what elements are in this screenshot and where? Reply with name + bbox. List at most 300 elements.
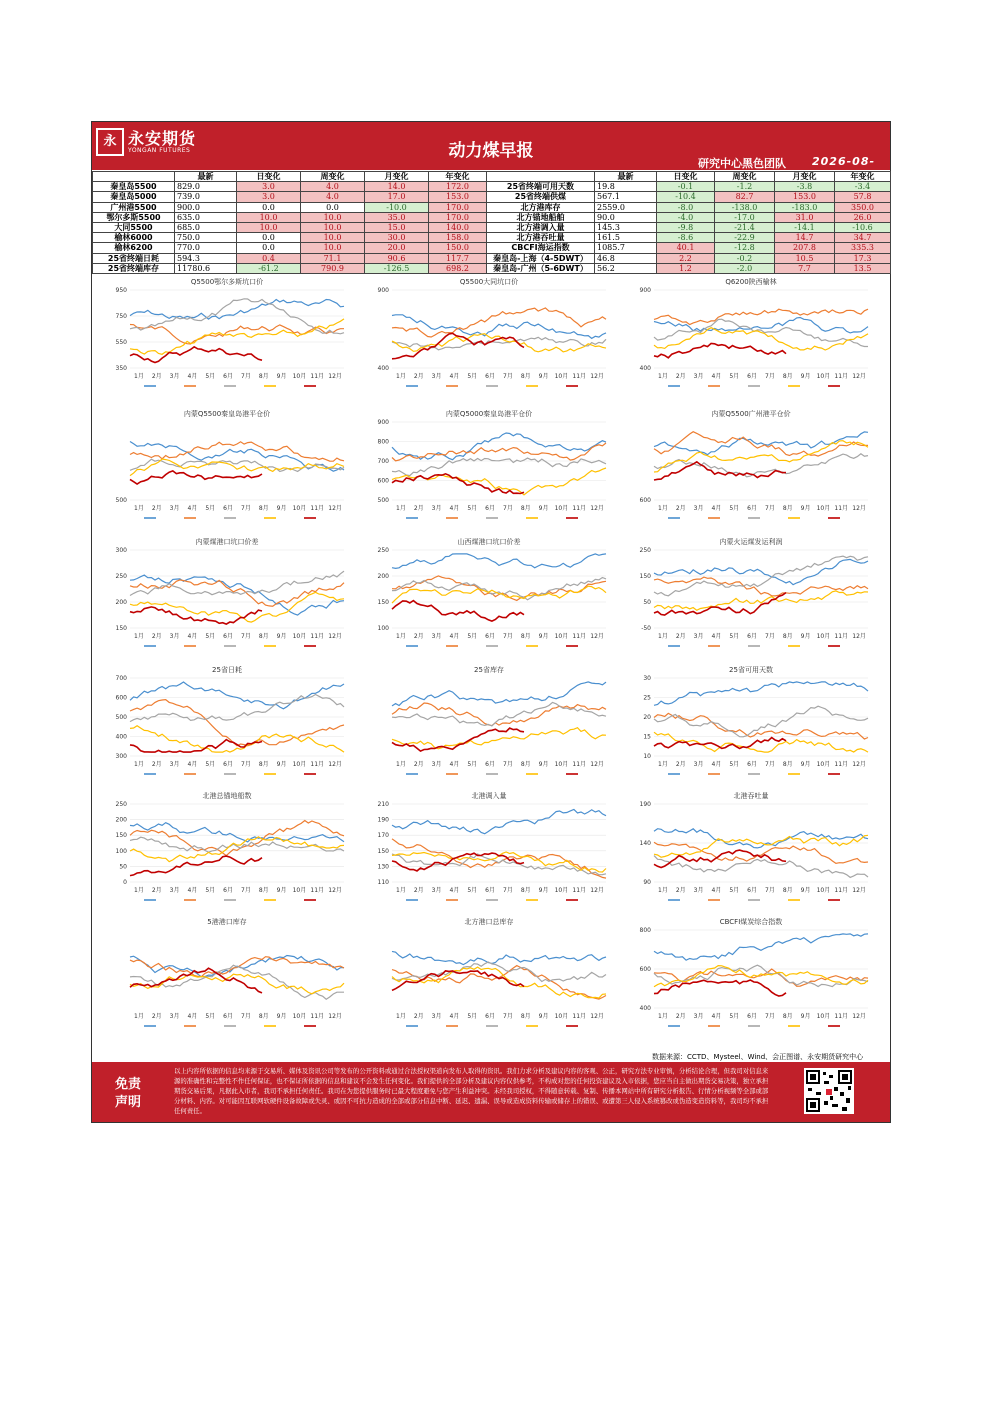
x-tick-label: 4月 xyxy=(187,761,198,768)
y-tick-label: 250 xyxy=(377,547,389,554)
x-tick-label: 4月 xyxy=(187,887,198,894)
series-line xyxy=(654,343,786,357)
y-tick-label: 400 xyxy=(377,365,389,372)
chart-panel xyxy=(102,914,352,1038)
x-tick-label: 8月 xyxy=(520,373,531,380)
row-label: 北方港调入量 xyxy=(487,223,595,233)
x-tick-label: 12月 xyxy=(852,373,866,380)
x-tick-label: 8月 xyxy=(520,633,531,640)
latest-value: 829.0 xyxy=(175,182,237,192)
x-tick-label: 9月 xyxy=(800,887,811,894)
x-tick-label: 6月 xyxy=(747,373,757,380)
latest-value: 19.8 xyxy=(595,182,657,192)
chart-panel xyxy=(102,662,352,786)
change-value: 698.2 xyxy=(429,263,487,273)
y-tick-label: 150 xyxy=(115,832,127,840)
change-value: 170.0 xyxy=(429,212,487,222)
chart-svg xyxy=(102,914,352,1038)
change-value: -10.6 xyxy=(835,223,891,233)
chart-title: 25省库存 xyxy=(474,666,504,674)
x-tick-label: 3月 xyxy=(693,887,704,894)
change-value: 153.0 xyxy=(775,192,835,202)
y-tick-label: 150 xyxy=(377,599,389,606)
x-tick-label: 8月 xyxy=(782,761,793,768)
change-value: -22.9 xyxy=(715,233,775,243)
change-value: 0.0 xyxy=(237,202,301,212)
chart-svg xyxy=(626,788,876,912)
x-tick-label: 7月 xyxy=(241,887,251,894)
table-row xyxy=(93,212,891,222)
x-tick-label: 2月 xyxy=(151,633,162,640)
chart-svg xyxy=(102,662,352,786)
change-value: 17.0 xyxy=(365,192,429,202)
y-tick-label: 300 xyxy=(115,547,127,554)
series-line xyxy=(392,576,606,601)
column-header: 年变化 xyxy=(429,172,487,182)
series-line xyxy=(654,934,868,960)
disclaimer-text: 以上内容所依据的信息均来源于交易所、媒体及资讯公司等发布的公开资料或通过合法授权渠道向发布人取得的资讯。我们力求分析及建议内容的客观、公正，研究方法专业审慎，分析结论合理，但我司对信息来源的准确性和完整性不作任何保证，也不保证所依据的信息和建议不会发生任何变化。我们提供的全部分析及建议内容仅供参考，不构成对您的任何投资建议及入市依据，您应当自主做出期货交易决策，独立承担期货交易后果，凡据此入市者，我司不承担任何责任。我司在为您提供服务时已最大程度避免与您产生利益冲突。未经我司授权，不得随意转载、复制、传播本网站中所有研究分析报告、行情分析视频等全部或部分材料、内容。对可能因互联网软硬件设备故障或失灵、或因不可抗力造成的全部或部分信息中断、延迟、遗漏、误导或造成资料传输或储存上的错误、或遭第三人侵入系统篡改或伪造变造资料等，我司均不承担任何责任。 xyxy=(174,1067,769,1115)
disclaimer-heading-line2: 声明 xyxy=(114,1095,141,1110)
x-tick-label: 1月 xyxy=(396,505,406,512)
table-row xyxy=(93,233,891,243)
chart-svg xyxy=(626,534,876,658)
change-value: 207.8 xyxy=(775,243,835,253)
x-tick-label: 10月 xyxy=(554,761,569,768)
latest-value: 90.0 xyxy=(595,212,657,222)
change-value: 7.7 xyxy=(775,263,835,273)
series-line xyxy=(130,695,344,722)
x-tick-label: 7月 xyxy=(765,887,775,894)
x-tick-label: 9月 xyxy=(538,761,549,768)
x-tick-label: 4月 xyxy=(711,1013,722,1020)
chart-panel xyxy=(626,662,876,786)
column-header: 周变化 xyxy=(301,172,365,182)
x-tick-label: 5月 xyxy=(729,505,740,512)
x-tick-label: 5月 xyxy=(467,505,478,512)
change-value: 117.7 xyxy=(429,253,487,263)
x-tick-label: 12月 xyxy=(328,887,342,894)
x-tick-label: 4月 xyxy=(187,633,198,640)
x-tick-label: 12月 xyxy=(852,505,866,512)
y-tick-label: 800 xyxy=(377,438,389,446)
x-tick-label: 10月 xyxy=(292,761,307,768)
row-label: 榆林6000 xyxy=(93,233,175,243)
change-value: 14.7 xyxy=(775,233,835,243)
x-tick-label: 1月 xyxy=(396,1013,406,1020)
x-tick-label: 1月 xyxy=(134,505,144,512)
series-line xyxy=(392,682,606,706)
y-tick-label: 600 xyxy=(115,694,127,702)
x-tick-label: 1月 xyxy=(134,761,144,768)
chart-panel xyxy=(102,534,352,658)
change-value: 17.3 xyxy=(835,253,891,263)
x-tick-label: 5月 xyxy=(205,1013,216,1020)
change-value: 10.5 xyxy=(775,253,835,263)
table-row xyxy=(93,182,891,192)
x-tick-label: 10月 xyxy=(554,887,569,894)
y-tick-label: 250 xyxy=(115,573,127,580)
x-tick-label: 1月 xyxy=(396,373,406,380)
x-tick-label: 3月 xyxy=(431,633,442,640)
chart-title: Q6200陕西榆林 xyxy=(725,278,777,286)
x-tick-label: 4月 xyxy=(711,373,722,380)
column-header: 年变化 xyxy=(835,172,891,182)
x-tick-label: 10月 xyxy=(292,505,307,512)
chart-title: Q5500大同坑口价 xyxy=(459,278,519,286)
table-header-row xyxy=(93,172,891,182)
series-line xyxy=(392,702,606,726)
x-tick-label: 3月 xyxy=(169,633,180,640)
change-value: -10.4 xyxy=(657,192,715,202)
x-tick-label: 11月 xyxy=(572,761,587,768)
x-tick-label: 11月 xyxy=(572,887,587,894)
row-label: CBCFI海运指数 xyxy=(487,243,595,253)
y-tick-label: 950 xyxy=(115,287,127,294)
series-line xyxy=(654,577,868,596)
change-value: 150.0 xyxy=(429,243,487,253)
change-value: 10.0 xyxy=(301,223,365,233)
x-tick-label: 9月 xyxy=(800,373,811,380)
column-header: 最新 xyxy=(595,172,657,182)
y-tick-label: 100 xyxy=(377,625,389,632)
x-tick-label: 12月 xyxy=(852,761,866,768)
chart-title: 山西煤港口坑口价差 xyxy=(457,538,521,546)
x-tick-label: 6月 xyxy=(747,1013,757,1020)
x-tick-label: 1月 xyxy=(658,633,668,640)
table-row xyxy=(93,192,891,202)
chart-title: 北港总锚地船数 xyxy=(202,792,252,800)
team-name: 研究中心黑色团队 xyxy=(698,157,786,170)
chart-title: 北港吞吐量 xyxy=(733,792,769,800)
y-tick-label: 50 xyxy=(119,863,127,871)
y-tick-label: 140 xyxy=(639,840,651,847)
series-line xyxy=(130,837,344,862)
change-value: 13.5 xyxy=(835,263,891,273)
x-tick-label: 12月 xyxy=(852,887,866,894)
x-tick-label: 7月 xyxy=(503,887,513,894)
latest-value: 161.5 xyxy=(595,233,657,243)
x-tick-label: 9月 xyxy=(538,373,549,380)
x-tick-label: 11月 xyxy=(572,505,587,512)
change-value: 790.9 xyxy=(301,263,365,273)
change-value: 158.0 xyxy=(429,233,487,243)
x-tick-label: 12月 xyxy=(590,1013,604,1020)
x-tick-label: 5月 xyxy=(205,887,216,894)
x-tick-label: 12月 xyxy=(852,1013,866,1020)
change-value: 71.1 xyxy=(301,253,365,263)
chart-panel xyxy=(626,406,876,530)
x-tick-label: 9月 xyxy=(538,1013,549,1020)
latest-value: 56.2 xyxy=(595,263,657,273)
x-tick-label: 1月 xyxy=(658,505,668,512)
change-value: -3.8 xyxy=(775,182,835,192)
x-tick-label: 10月 xyxy=(816,373,831,380)
column-header: 日变化 xyxy=(237,172,301,182)
x-tick-label: 3月 xyxy=(431,761,442,768)
chart-svg xyxy=(626,274,876,398)
x-tick-label: 7月 xyxy=(503,373,513,380)
series-line xyxy=(392,601,524,622)
chart-panel xyxy=(102,406,352,530)
x-tick-label: 12月 xyxy=(328,761,342,768)
x-tick-label: 6月 xyxy=(485,887,495,894)
x-tick-label: 10月 xyxy=(816,505,831,512)
x-tick-label: 12月 xyxy=(852,633,866,640)
chart-panel xyxy=(364,914,614,1038)
row-label: 25省终端日耗 xyxy=(93,253,175,263)
x-tick-label: 3月 xyxy=(431,1013,442,1020)
y-tick-label: 500 xyxy=(115,497,127,504)
series-line xyxy=(130,856,262,876)
x-tick-label: 11月 xyxy=(310,373,325,380)
x-tick-label: 7月 xyxy=(765,633,775,640)
x-tick-label: 10月 xyxy=(554,373,569,380)
x-tick-label: 2月 xyxy=(675,505,686,512)
series-line xyxy=(392,839,606,878)
x-tick-label: 10月 xyxy=(554,1013,569,1020)
row-label: 25省终端可用天数 xyxy=(487,182,595,192)
qr-code-icon[interactable] xyxy=(804,1068,854,1114)
x-tick-label: 8月 xyxy=(258,505,269,512)
change-value: -0.1 xyxy=(657,182,715,192)
x-tick-label: 1月 xyxy=(658,761,668,768)
chart-svg xyxy=(364,788,614,912)
x-tick-label: 2月 xyxy=(413,761,424,768)
report-title: 动力煤早报 xyxy=(448,141,534,161)
x-tick-label: 6月 xyxy=(223,887,233,894)
change-value: 20.0 xyxy=(365,243,429,253)
change-value: 4.0 xyxy=(301,182,365,192)
chart-svg xyxy=(364,406,614,530)
latest-value: 739.0 xyxy=(175,192,237,202)
chart-panel xyxy=(364,662,614,786)
chart-panel xyxy=(102,274,352,398)
x-tick-label: 6月 xyxy=(485,1013,495,1020)
change-value: 0.0 xyxy=(301,202,365,212)
x-tick-label: 8月 xyxy=(258,887,269,894)
x-tick-label: 5月 xyxy=(729,373,740,380)
change-value: 15.0 xyxy=(365,223,429,233)
chart-title: 内蒙煤港口坑口价差 xyxy=(195,538,259,546)
series-line xyxy=(392,554,606,569)
x-tick-label: 5月 xyxy=(467,633,478,640)
x-tick-label: 9月 xyxy=(276,761,287,768)
y-tick-label: 250 xyxy=(639,547,651,554)
x-tick-label: 5月 xyxy=(205,505,216,512)
change-value: 34.7 xyxy=(835,233,891,243)
change-value: 90.6 xyxy=(365,253,429,263)
x-tick-label: 9月 xyxy=(276,1013,287,1020)
x-tick-label: 11月 xyxy=(310,1013,325,1020)
price-table xyxy=(92,171,891,274)
x-tick-label: 3月 xyxy=(693,1013,704,1020)
x-tick-label: 8月 xyxy=(258,1013,269,1020)
x-tick-label: 9月 xyxy=(538,633,549,640)
x-tick-label: 6月 xyxy=(223,373,233,380)
y-tick-label: 30 xyxy=(643,675,651,682)
x-tick-label: 11月 xyxy=(310,505,325,512)
x-tick-label: 1月 xyxy=(396,633,406,640)
table-row xyxy=(93,202,891,212)
change-value: 10.0 xyxy=(237,223,301,233)
x-tick-label: 7月 xyxy=(503,1013,513,1020)
chart-svg xyxy=(102,274,352,398)
y-tick-label: -50 xyxy=(641,625,651,632)
x-tick-label: 5月 xyxy=(467,373,478,380)
change-value: -8.0 xyxy=(657,202,715,212)
series-line xyxy=(130,471,262,484)
x-tick-label: 8月 xyxy=(520,505,531,512)
x-tick-label: 2月 xyxy=(413,373,424,380)
table-row xyxy=(93,253,891,263)
change-value: 172.0 xyxy=(429,182,487,192)
x-tick-label: 5月 xyxy=(467,887,478,894)
series-line xyxy=(392,703,606,726)
logo-english-name: YONGAN FUTURES xyxy=(128,147,191,154)
x-tick-label: 8月 xyxy=(782,887,793,894)
chart-panel xyxy=(364,406,614,530)
chart-title: CBCFI煤炭综合指数 xyxy=(719,918,783,926)
change-value: 335.3 xyxy=(835,243,891,253)
y-tick-label: 210 xyxy=(377,801,389,808)
report-page xyxy=(91,121,891,1123)
series-line xyxy=(654,835,868,857)
latest-value: 1085.7 xyxy=(595,243,657,253)
x-tick-label: 5月 xyxy=(205,761,216,768)
x-tick-label: 1月 xyxy=(658,373,668,380)
x-tick-label: 4月 xyxy=(449,505,460,512)
change-value: -183.0 xyxy=(775,202,835,212)
y-tick-label: 400 xyxy=(115,733,127,741)
x-tick-label: 11月 xyxy=(834,633,849,640)
x-tick-label: 4月 xyxy=(187,1013,198,1020)
y-tick-label: 300 xyxy=(115,753,127,760)
series-line xyxy=(392,315,606,339)
chart-svg xyxy=(102,788,352,912)
latest-value: 750.0 xyxy=(175,233,237,243)
x-tick-label: 12月 xyxy=(590,887,604,894)
x-tick-label: 4月 xyxy=(449,373,460,380)
y-tick-label: 400 xyxy=(639,1005,651,1012)
chart-panel xyxy=(626,534,876,658)
x-tick-label: 10月 xyxy=(554,505,569,512)
row-label: 北方港吞吐量 xyxy=(487,233,595,243)
x-tick-label: 11月 xyxy=(310,761,325,768)
x-tick-label: 5月 xyxy=(729,633,740,640)
change-value: 3.0 xyxy=(237,182,301,192)
change-value: 57.8 xyxy=(835,192,891,202)
y-tick-label: 900 xyxy=(377,419,389,426)
x-tick-label: 6月 xyxy=(223,633,233,640)
x-tick-label: 9月 xyxy=(276,633,287,640)
y-tick-label: 550 xyxy=(115,339,127,346)
x-tick-label: 2月 xyxy=(675,1013,686,1020)
change-value: 40.1 xyxy=(657,243,715,253)
change-value: 350.0 xyxy=(835,202,891,212)
x-tick-label: 2月 xyxy=(675,887,686,894)
x-tick-label: 11月 xyxy=(834,1013,849,1020)
change-value: 10.0 xyxy=(301,212,365,222)
change-value: 2.2 xyxy=(657,253,715,263)
x-tick-label: 12月 xyxy=(328,633,342,640)
x-tick-label: 6月 xyxy=(223,761,233,768)
x-tick-label: 2月 xyxy=(413,1013,424,1020)
table-row xyxy=(93,263,891,273)
x-tick-label: 8月 xyxy=(258,633,269,640)
x-tick-label: 9月 xyxy=(276,887,287,894)
x-tick-label: 11月 xyxy=(834,761,849,768)
y-tick-label: 110 xyxy=(377,879,389,886)
y-tick-label: 100 xyxy=(115,847,127,855)
latest-value: 685.0 xyxy=(175,223,237,233)
chart-svg xyxy=(102,534,352,658)
change-value: -4.0 xyxy=(657,212,715,222)
change-value: -21.4 xyxy=(715,223,775,233)
column-header: 日变化 xyxy=(657,172,715,182)
x-tick-label: 1月 xyxy=(396,761,406,768)
change-value: 0.0 xyxy=(237,233,301,243)
change-value: 0.0 xyxy=(237,243,301,253)
series-line xyxy=(392,433,606,460)
x-tick-label: 9月 xyxy=(276,505,287,512)
x-tick-label: 3月 xyxy=(693,633,704,640)
y-tick-label: 800 xyxy=(639,927,651,934)
y-tick-label: 200 xyxy=(115,599,127,606)
change-value: -9.8 xyxy=(657,223,715,233)
x-tick-label: 6月 xyxy=(485,633,495,640)
row-label: 榆林6200 xyxy=(93,243,175,253)
y-tick-label: 90 xyxy=(643,879,651,886)
row-label: 北方港库存 xyxy=(487,202,595,212)
x-tick-label: 4月 xyxy=(187,373,198,380)
x-tick-label: 6月 xyxy=(747,887,757,894)
change-value: 0.4 xyxy=(237,253,301,263)
x-tick-label: 6月 xyxy=(747,505,757,512)
series-line xyxy=(130,347,262,363)
chart-title: 北方港口总库存 xyxy=(464,918,514,926)
x-tick-label: 11月 xyxy=(572,633,587,640)
y-tick-label: 600 xyxy=(377,477,389,485)
disclaimer-heading-line1: 免责 xyxy=(114,1077,141,1092)
y-tick-label: 200 xyxy=(115,816,127,824)
change-value: -126.5 xyxy=(365,263,429,273)
x-tick-label: 12月 xyxy=(590,633,604,640)
row-label: 秦皇岛5000 xyxy=(93,192,175,202)
x-tick-label: 10月 xyxy=(292,373,307,380)
row-label: 大同5500 xyxy=(93,223,175,233)
latest-value: 594.3 xyxy=(175,253,237,263)
change-value: 10.0 xyxy=(237,212,301,222)
x-tick-label: 6月 xyxy=(747,761,757,768)
row-label: 广州港5500 xyxy=(93,202,175,212)
series-line xyxy=(392,443,606,461)
x-tick-label: 7月 xyxy=(765,761,775,768)
y-tick-label: 190 xyxy=(639,801,651,808)
change-value: 31.0 xyxy=(775,212,835,222)
x-tick-label: 11月 xyxy=(834,373,849,380)
x-tick-label: 2月 xyxy=(413,633,424,640)
series-line xyxy=(392,967,606,998)
column-header: 最新 xyxy=(175,172,237,182)
x-tick-label: 7月 xyxy=(241,633,251,640)
x-tick-label: 9月 xyxy=(800,761,811,768)
series-line xyxy=(130,319,344,354)
change-value: 10.0 xyxy=(301,243,365,253)
x-tick-label: 10月 xyxy=(292,887,307,894)
x-tick-label: 2月 xyxy=(675,373,686,380)
x-tick-label: 12月 xyxy=(328,373,342,380)
chart-panel xyxy=(626,788,876,912)
